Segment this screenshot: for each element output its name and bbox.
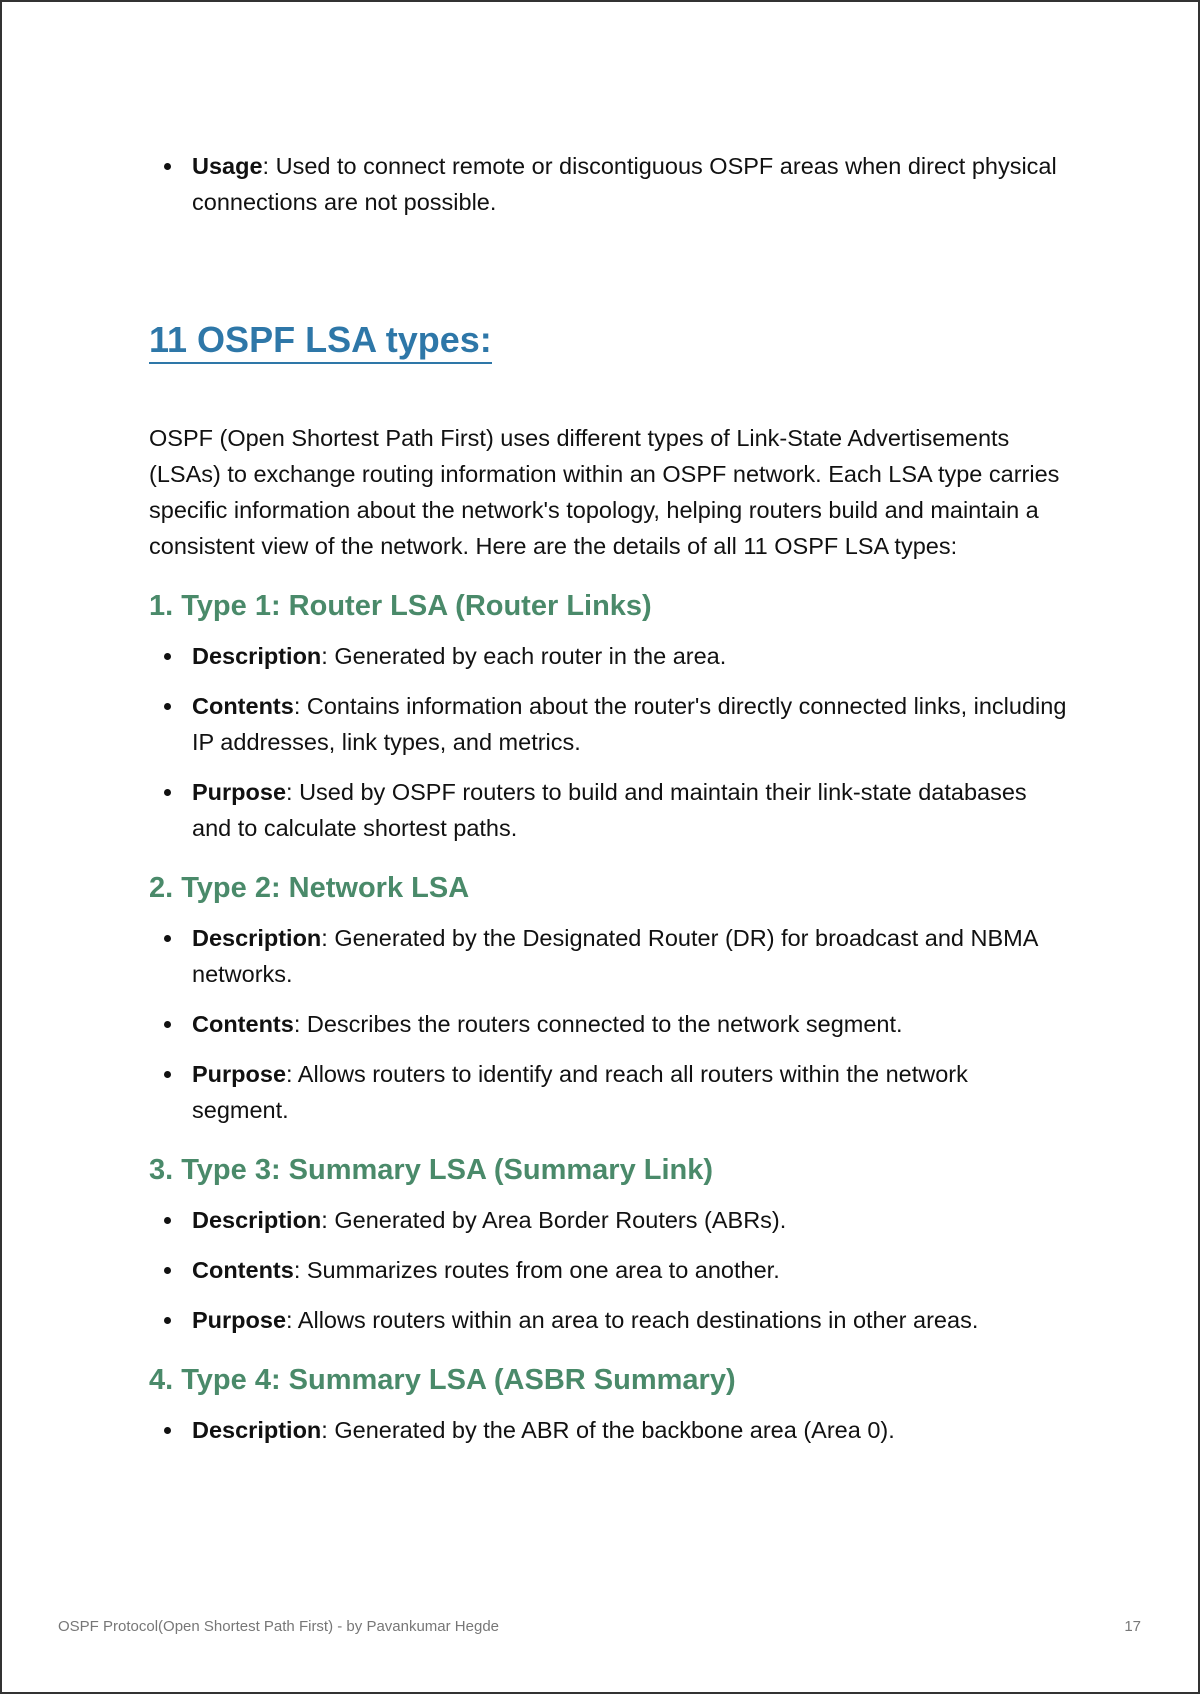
list-item [149,1202,1069,1238]
list-item-usage [149,148,1069,220]
item-label: Description [192,1417,322,1443]
item-text: : Describes the routers connected to the network segment. [293,1011,903,1037]
list-item [149,1302,1069,1338]
lsa-type-1-heading: 1. Type 1: Router LSA (Router Links) [149,590,652,622]
item-text: : Used to connect remote or discontiguous OSPF areas when direct physical connections are not possible. [192,153,1057,215]
item-label: Contents [192,693,294,719]
list-item [149,688,1069,760]
lsa-type-2-list [149,920,1069,1128]
lsa-type-1-list [149,638,1069,846]
item-text: : Used by OSPF routers to build and maintain their link-state databases and to calculate shortest paths. [192,779,1027,841]
usage-list [149,148,1069,220]
list-item [149,1412,1069,1448]
lsa-type-3-list [149,1202,1069,1338]
item-label: Description [192,925,322,951]
item-label: Contents [192,1011,294,1037]
page-number: 17 [1124,1618,1141,1635]
item-text: : Summarizes routes from one area to another. [293,1257,780,1283]
footer-title: OSPF Protocol(Open Shortest Path First) - by Pavankumar Hegde [58,1618,500,1635]
lsa-type-4-heading: 4. Type 4: Summary LSA (ASBR Summary) [149,1364,736,1396]
item-text: : Generated by Area Border Routers (ABRs). [321,1207,787,1233]
lsa-type-4-list [149,1412,1069,1448]
item-text: : Allows routers within an area to reach destinations in other areas. [286,1307,979,1333]
lsa-type-3-heading: 3. Type 3: Summary LSA (Summary Link) [149,1154,714,1186]
item-text: : Generated by the Designated Router (DR) for broadcast and NBMA networks. [192,925,1038,987]
item-label: Purpose [192,779,287,805]
list-item [149,1006,1069,1042]
item-label: Purpose [192,1307,287,1333]
lsa-type-2-heading: 2. Type 2: Network LSA [149,872,470,904]
item-text: : Contains information about the router's directly connected links, including IP addresses, link types, and metrics. [192,693,1067,755]
item-label: Contents [192,1257,294,1283]
item-label: Description [192,1207,322,1233]
intro-paragraph: OSPF (Open Shortest Path First) uses different types of Link-State Advertisements (LSAs) to exchange routing information within an OSPF network. Each LSA type carries specific information about the network's topology, helping routers build and maintain a consistent view of the network. Here are the details of all 11 OSPF LSA types: [149,425,1060,559]
item-label: Usage [192,153,263,179]
section-title: 11 OSPF LSA types: [149,318,492,364]
list-item [149,1252,1069,1288]
item-text: : Generated by the ABR of the backbone area (Area 0). [321,1417,895,1443]
item-label: Description [192,643,322,669]
list-item [149,638,1069,674]
item-label: Purpose [192,1061,287,1087]
item-text: : Generated by each router in the area. [321,643,727,669]
page-content [149,148,1069,1462]
list-item [149,774,1069,846]
item-text: : Allows routers to identify and reach all routers within the network segment. [192,1061,968,1123]
list-item [149,920,1069,992]
list-item [149,1056,1069,1128]
